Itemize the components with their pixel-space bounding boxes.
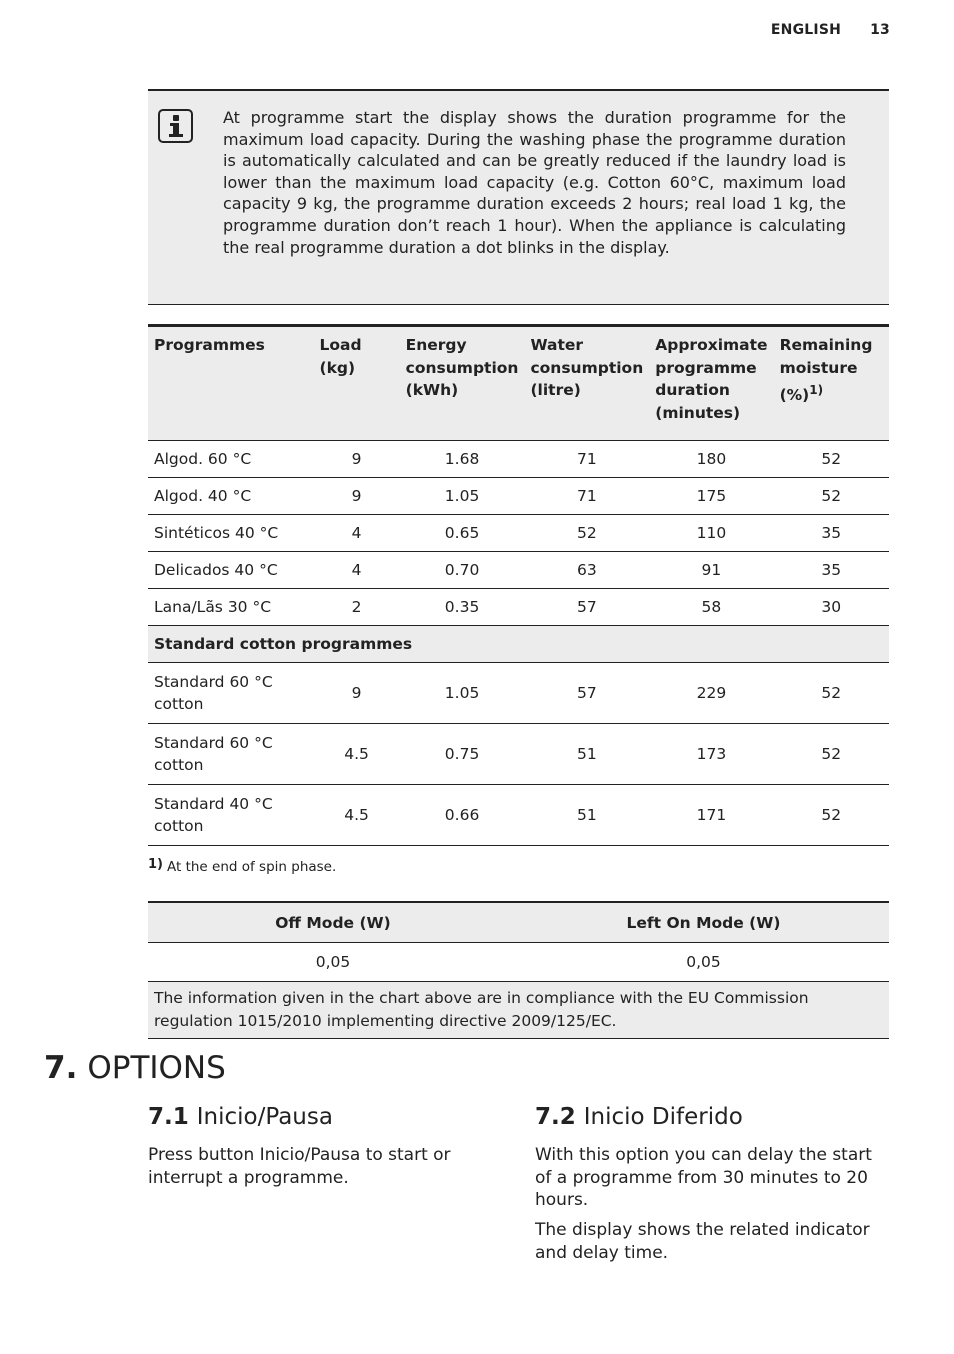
cell-programme: Lana/Lãs 30 °C (148, 589, 314, 626)
subsection-number: 7.1 (148, 1104, 189, 1130)
cell-water: 71 (524, 441, 649, 478)
section-number: 7. (44, 1050, 78, 1086)
info-icon (158, 109, 193, 143)
table-row (148, 943, 889, 982)
col-header-energy: Energy consumption (kWh) (400, 326, 525, 441)
cell-moisture: 52 (774, 441, 889, 478)
table-row (148, 982, 889, 1039)
cell-energy: 1.68 (400, 441, 525, 478)
cell-water: 51 (524, 724, 649, 785)
cell-duration: 175 (649, 478, 773, 515)
cell-water: 57 (524, 663, 649, 724)
cell-water: 63 (524, 552, 649, 589)
table-row (148, 515, 889, 552)
cell-load: 9 (314, 478, 400, 515)
cell-water: 51 (524, 785, 649, 846)
col-header-water: Water consumption (litre) (524, 326, 649, 441)
cell-programme: Standard 60 °C cotton (148, 724, 314, 785)
cell-duration: 171 (649, 785, 773, 846)
cell-duration: 229 (649, 663, 773, 724)
table-row (148, 785, 889, 846)
subsection-number: 7.2 (535, 1104, 576, 1130)
delay-start-text-2: The display shows the related indicator and delay time. (535, 1220, 870, 1263)
cell-energy: 1.05 (400, 663, 525, 724)
table-row (148, 724, 889, 785)
footnote-text: At the end of spin phase. (167, 859, 337, 875)
start-pause-text: Press button Inicio/Pausa to start or interrupt a programme. (148, 1145, 451, 1188)
table-row (148, 589, 889, 626)
table-header-row (148, 902, 889, 943)
table-row (148, 478, 889, 515)
cell-duration: 110 (649, 515, 773, 552)
col-header-load: Load (kg) (314, 326, 400, 441)
cell-duration: 58 (649, 589, 773, 626)
cell-moisture: 52 (774, 724, 889, 785)
col-header-off-mode: Off Mode (W) (148, 902, 518, 943)
language-label: ENGLISH (770, 22, 842, 38)
cell-energy: 0.70 (400, 552, 525, 589)
cell-programme: Sintéticos 40 °C (148, 515, 314, 552)
subsection-title: Inicio/Pausa (196, 1104, 333, 1130)
cell-duration: 91 (649, 552, 773, 589)
cell-water: 71 (524, 478, 649, 515)
cell-duration: 173 (649, 724, 773, 785)
subsection-heading-delay-start (535, 1104, 743, 1130)
cell-energy: 1.05 (400, 478, 525, 515)
col-header-programmes: Programmes (148, 326, 314, 441)
cell-load: 4 (314, 552, 400, 589)
cell-duration: 180 (649, 441, 773, 478)
section-title-text: OPTIONS (87, 1050, 226, 1086)
table-row (148, 552, 889, 589)
col-header-duration: Approximate programme duration (minutes) (649, 326, 773, 441)
cell-load: 4 (314, 515, 400, 552)
cell-moisture: 35 (774, 515, 889, 552)
cell-moisture: 52 (774, 478, 889, 515)
cell-moisture: 52 (774, 663, 889, 724)
cell-moisture: 52 (774, 785, 889, 846)
table-row (148, 441, 889, 478)
cell-energy: 0.35 (400, 589, 525, 626)
cell-off-mode: 0,05 (148, 943, 518, 982)
cell-programme: Algod. 40 °C (148, 478, 314, 515)
programmes-table (148, 324, 889, 846)
info-text: At programme start the display shows the duration programme for the maximum load capacity. During the washing phase the programme duration is automatically calculated and can be greatly reduced if the laundry load is lower than the maximum load capacity (e.g. Cotton 60°C, maximum load capacity 9 kg, the programme duration exceeds 2 hours; real load 1 kg, the programme duration don’t reach 1 hour). When the appliance is calculating the real programme duration a dot blinks in the display. (223, 108, 846, 257)
cell-energy: 0.75 (400, 724, 525, 785)
cell-load: 9 (314, 663, 400, 724)
col-header-moisture: Remaining moisture (%)$^{1)}$ (774, 326, 889, 441)
cell-energy: 0.66 (400, 785, 525, 846)
cell-water: 57 (524, 589, 649, 626)
page-number: 13 (870, 22, 890, 38)
section-title (44, 1050, 226, 1086)
group-label: Standard cotton programmes (148, 626, 889, 663)
col-header-left-on-mode: Left On Mode (W) (518, 902, 889, 943)
footnote-marker: 1) (148, 857, 163, 872)
table-row (148, 663, 889, 724)
cell-water: 52 (524, 515, 649, 552)
cell-load: 9 (314, 441, 400, 478)
cell-load: 4.5 (314, 785, 400, 846)
cell-load: 2 (314, 589, 400, 626)
cell-programme: Algod. 60 °C (148, 441, 314, 478)
cell-load: 4.5 (314, 724, 400, 785)
delay-start-text-1: With this option you can delay the start of a programme from 30 minutes to 20 hours. (535, 1145, 872, 1210)
cell-moisture: 35 (774, 552, 889, 589)
table-header-row (148, 326, 889, 441)
table-footnote (148, 857, 336, 875)
power-mode-table (148, 901, 889, 1039)
cell-programme: Delicados 40 °C (148, 552, 314, 589)
footnote-marker: 1) (809, 383, 824, 397)
cell-left-on-mode: 0,05 (518, 943, 889, 982)
table-group-row (148, 626, 889, 663)
cell-programme: Standard 60 °C cotton (148, 663, 314, 724)
info-box (148, 89, 889, 305)
subsection-title: Inicio Diferido (583, 1104, 743, 1130)
compliance-note: The information given in the chart above are in compliance with the EU Commission regulation 1015/2010 implementing directive 2009/125/EC. (148, 982, 889, 1039)
page-header (771, 22, 890, 38)
subsection-heading-start-pause (148, 1104, 333, 1130)
cell-programme: Standard 40 °C cotton (148, 785, 314, 846)
cell-energy: 0.65 (400, 515, 525, 552)
cell-moisture: 30 (774, 589, 889, 626)
